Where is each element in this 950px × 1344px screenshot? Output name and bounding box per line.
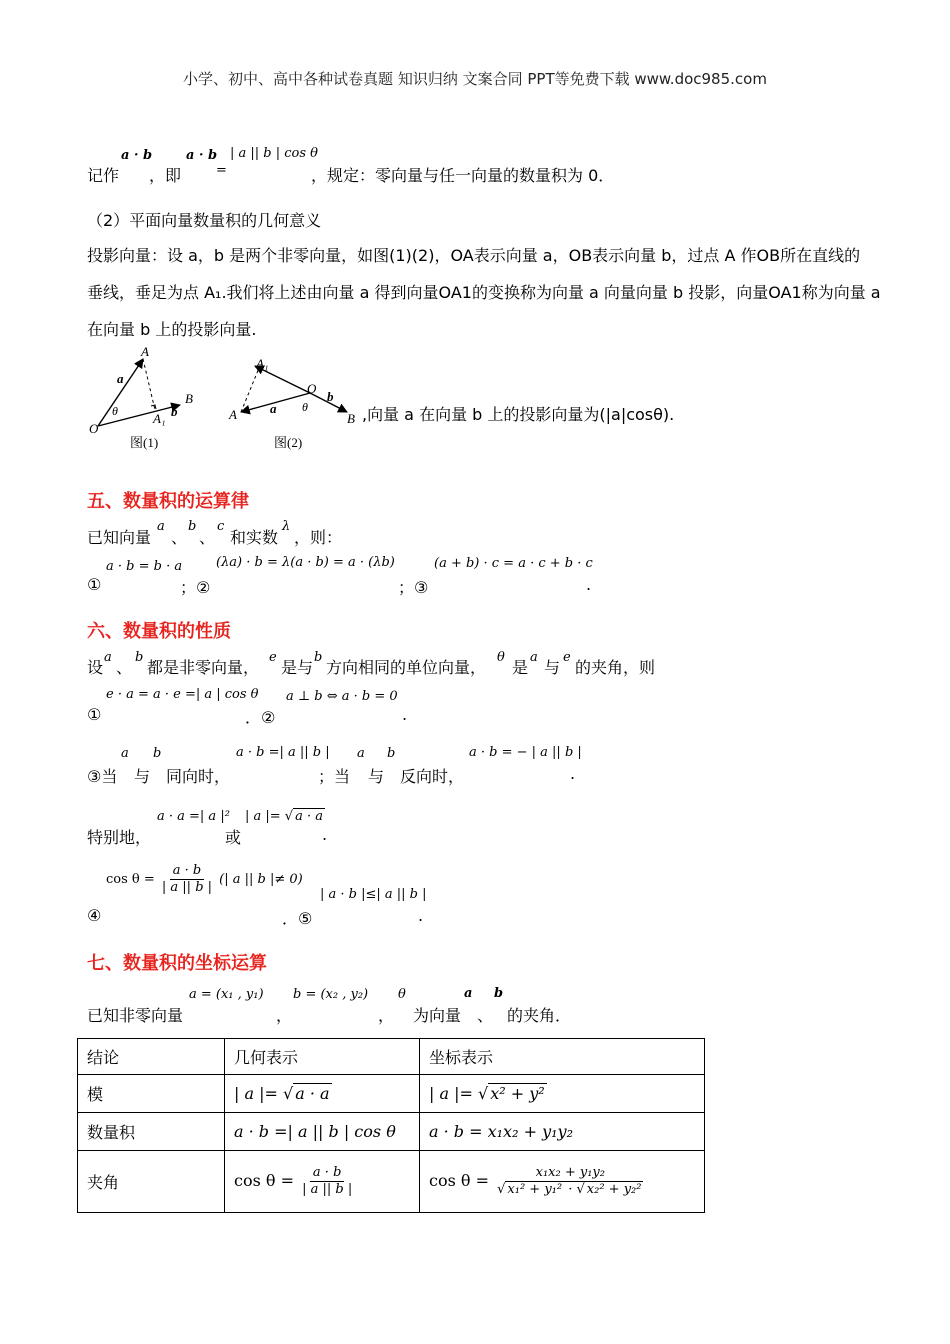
sec6-sep: 、	[116, 658, 133, 677]
law-n1: ①	[87, 575, 102, 594]
fig1-perpendicular	[143, 359, 155, 410]
section-7-title: 七、数量积的坐标运算	[87, 953, 267, 974]
prop-end5: .	[418, 906, 424, 925]
angle-coord-den-a: x₁² + y₁²	[507, 1182, 563, 1197]
law-n3: ；③	[398, 578, 429, 597]
table-cell-coord: | a |= √ x² + y²	[420, 1075, 705, 1113]
prop-n5: ．⑤	[282, 909, 313, 928]
sym-a-dot-b-2: a · b	[186, 148, 218, 163]
sec6-t5: 与	[544, 658, 561, 677]
prop-cos-formula	[106, 863, 303, 896]
special-or: 或	[225, 828, 242, 847]
fig2-label-O: O	[307, 381, 317, 396]
mod-geo-radicand: a · a	[295, 1084, 330, 1103]
intro-eq: =	[216, 163, 227, 178]
prop-norm: | a |= √ a · a	[245, 809, 323, 824]
coord-b: b = (x₂ , y₂)	[293, 987, 369, 1002]
table-cell-coord: a · b = x₁x₂ + y₁y₂	[420, 1113, 705, 1151]
coord-comma2: ，	[378, 1006, 395, 1025]
sec5-and-real: 和实数	[230, 528, 279, 547]
fig2-label-A1: A₁	[256, 356, 269, 371]
coord-sep: 、	[477, 1006, 494, 1025]
prop-n2: ．②	[245, 708, 276, 727]
fig2-perpendicular	[241, 368, 259, 412]
table-header-cell: 几何表示	[225, 1039, 420, 1075]
angle-coord-den: √ x₁² + y₁² · √ x₂² + y₂²	[497, 1182, 642, 1197]
prop3-semi-when: ；当	[318, 767, 351, 786]
table-cell-label: 数量积	[78, 1113, 225, 1151]
fig1-label-b: b	[171, 404, 178, 419]
sec5-sep2: 、	[199, 528, 216, 547]
sec5-intro: 已知向量	[87, 528, 152, 547]
intro-formula: | a || b | cos θ	[230, 146, 318, 161]
prop3-with2: 与	[368, 767, 385, 786]
table-row	[78, 1075, 705, 1113]
geo-title: （2）平面向量数量积的几何意义	[87, 211, 322, 230]
fig2-label-A: A	[229, 407, 237, 422]
coord-comma1: ，	[276, 1006, 293, 1025]
section-5-title: 五、数量积的运算律	[87, 491, 249, 512]
cos-condition: (| a || b |≠ 0)	[219, 872, 303, 887]
intro-mid: ，即	[149, 166, 182, 185]
prop-n4: ④	[87, 906, 102, 925]
sec6-e2: e	[563, 650, 571, 665]
table-cell-coord	[420, 1151, 705, 1213]
mod-coord-lhs: | a |=	[429, 1084, 473, 1103]
geo-paragraph-3: 在向量 b 上的投影向量.	[87, 320, 257, 339]
section-6-title: 六、数量积的性质	[87, 621, 231, 642]
coord-vec-a: a	[464, 986, 473, 1001]
sym-a-dot-b-1: a · b	[121, 148, 153, 163]
sec6-theta: θ	[497, 650, 505, 665]
prop-same-dir: a · b =| a || b |	[236, 745, 330, 760]
table-cell-geo: | a |= √ a · a	[225, 1075, 420, 1113]
special-end: .	[322, 825, 328, 844]
geo-paragraph-2: 垂线，垂足为点 A₁.我们将上述由向量 a 得到向量OA1的变换称为向量 a 向量向量 b 投影，向量OA1称为向量 a	[87, 283, 881, 302]
law-scalar: (λa) · b = λ(a · b) = a · (λb)	[216, 555, 395, 570]
sec6-t3: 方向相同的单位向量，	[326, 658, 487, 677]
cos-label: cos θ =	[106, 872, 155, 887]
cos-numerator: a · b	[170, 863, 204, 880]
table-header-row	[78, 1039, 705, 1075]
angle-geo-fraction	[299, 1165, 355, 1198]
prop-n1: ①	[87, 705, 102, 724]
coord-vec-b: b	[494, 986, 504, 1001]
coordinate-table	[77, 1038, 705, 1213]
coord-a: a = (x₁ , y₁)	[189, 987, 264, 1002]
cos-denominator: | a || b |	[161, 880, 213, 895]
prop-perpendicular: a ⊥ b ⇔ a · b = 0	[286, 689, 398, 704]
fig1-right-angle	[151, 405, 156, 409]
sec6-t2: 是与	[281, 658, 314, 677]
prop3-b2: b	[387, 746, 396, 761]
prop-cauchy: | a · b |≤| a || b |	[320, 887, 427, 902]
norm-radicand: a · a	[295, 809, 323, 824]
law-end: .	[586, 575, 592, 594]
angle-geo-den: | a || b |	[302, 1182, 353, 1197]
angle-coord-fraction	[494, 1165, 646, 1198]
table-row	[78, 1113, 705, 1151]
table-header-cell: 结论	[78, 1039, 225, 1075]
norm-lhs: | a |=	[245, 809, 281, 824]
geo-paragraph-1: 投影向量：设 a，b 是两个非零向量，如图(1)(2)，OA表示向量 a，OB表示向量 b，过点 A 作OB所在直线的	[87, 246, 861, 265]
fig2-label-b: b	[327, 389, 334, 404]
prop3-b: b	[153, 746, 162, 761]
coord-theta: θ	[398, 987, 406, 1002]
fig1-label-O: O	[89, 421, 99, 436]
prop-unit-vector: e · a = a · e =| a | cos θ	[106, 687, 259, 702]
coord-intro: 已知非零向量	[87, 1006, 184, 1025]
prop3-a2: a	[357, 746, 365, 761]
prop3-a: a	[121, 746, 129, 761]
fig1-label-theta: θ	[112, 404, 118, 418]
table-cell-label: 模	[78, 1075, 225, 1113]
law-distributive: (a + b) · c = a · c + b · c	[434, 556, 593, 571]
table-cell-label: 夹角	[78, 1151, 225, 1213]
sec6-t6: 的夹角，则	[575, 658, 656, 677]
intro-suffix: ，规定：零向量与任一向量的数量积为 0．	[311, 166, 615, 185]
fig1-label-A1: A₁	[153, 411, 166, 426]
prop3-with: 与	[134, 767, 151, 786]
intro-prefix: 记作	[87, 166, 120, 185]
sec6-t1: 都是非零向量，	[147, 658, 260, 677]
table-cell-geo: a · b =| a || b | cos θ	[225, 1113, 420, 1151]
sec6-intro-a: 设	[87, 658, 104, 677]
sec6-e: e	[269, 650, 277, 665]
sec5-a: a	[157, 519, 165, 534]
sec5-c: c	[217, 519, 225, 534]
fig1-label-A: A	[141, 344, 149, 359]
mod-coord-radicand: x² + y²	[490, 1084, 545, 1103]
angle-coord-den-b: x₂² + y₂²	[586, 1182, 642, 1197]
special-label: 特别地，	[87, 828, 152, 847]
table-row	[78, 1151, 705, 1213]
mod-geo-lhs: | a |=	[234, 1084, 278, 1103]
prop-opp-dir: a · b = − | a || b |	[469, 745, 582, 760]
prop3-end: .	[570, 764, 576, 783]
sec6-a: a	[104, 650, 112, 665]
fig1-label-B: B	[185, 391, 193, 406]
cos-fraction	[159, 863, 215, 896]
fig2-label-theta: θ	[302, 400, 308, 414]
prop-self-dot: a · a =| a |²	[157, 809, 230, 824]
table-header-cell: 坐标表示	[420, 1039, 705, 1075]
fig1-caption: 图(1)	[130, 435, 159, 450]
coord-t1: 为向量	[413, 1006, 462, 1025]
projection-figures	[85, 343, 365, 453]
angle-geo-num: a · b	[310, 1165, 344, 1182]
page-header: 小学、初中、高中各种试卷真题 知识归纳 文案合同 PPT等免费下载 www.doc985.com	[183, 70, 767, 88]
sec5-b: b	[188, 519, 197, 534]
table-cell-geo	[225, 1151, 420, 1213]
prop3-same: 同向时，	[166, 767, 231, 786]
fig-projection-text: ,向量 a 在向量 b 上的投影向量为(|a|cosθ).	[362, 405, 675, 424]
law-n2: ；②	[180, 578, 211, 597]
sec6-a2: a	[530, 650, 538, 665]
angle-coord-den-dot: ·	[568, 1182, 573, 1197]
prop-n3: ③当	[87, 767, 118, 786]
sec5-sep1: 、	[171, 528, 188, 547]
fig2-label-B: B	[347, 411, 355, 426]
coord-t2: 的夹角．	[507, 1006, 572, 1025]
sec6-t4: 是	[512, 658, 529, 677]
fig1-label-a: a	[117, 371, 124, 386]
law-commutative: a · b = b · a	[106, 559, 183, 574]
sec5-lambda: λ	[282, 519, 291, 534]
prop-dot: .	[402, 705, 408, 724]
prop3-opp: 反向时，	[400, 767, 465, 786]
sec6-b: b	[135, 650, 144, 665]
angle-coord-num: x₁x₂ + y₁y₂	[533, 1165, 608, 1182]
angle-coord-cos: cos θ =	[429, 1171, 490, 1190]
angle-geo-cos: cos θ =	[234, 1171, 295, 1190]
fig2-caption: 图(2)	[274, 435, 303, 450]
fig2-label-a: a	[270, 401, 277, 416]
sec5-then: ，则：	[294, 528, 343, 547]
sec6-b2: b	[314, 650, 323, 665]
